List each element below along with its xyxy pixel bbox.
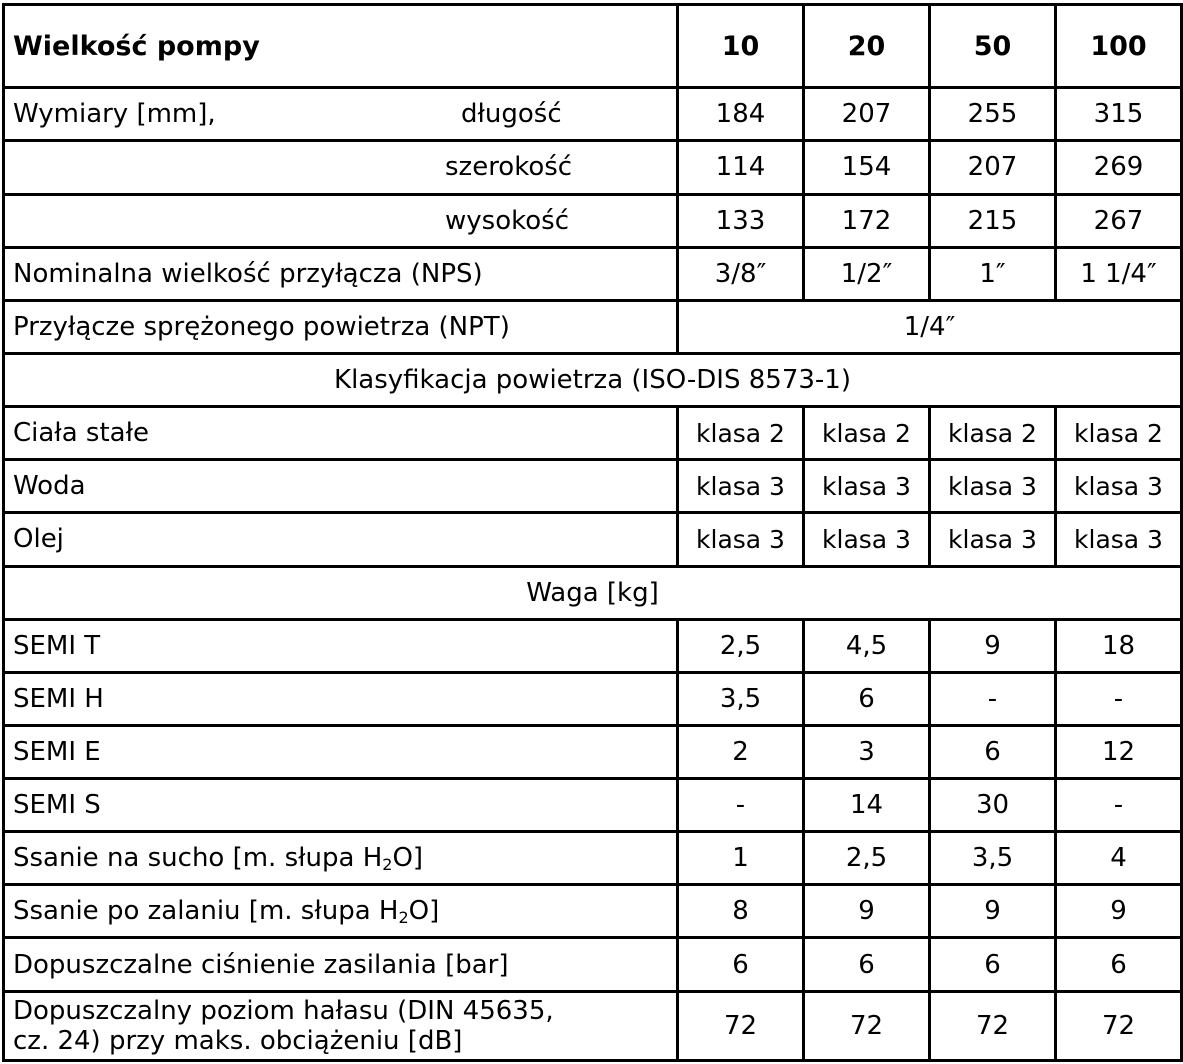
dimensions-prefix: Wymiary [mm],: [13, 99, 216, 130]
table-cell: klasa 3: [1056, 460, 1182, 513]
dimension-label: długość: [461, 99, 562, 130]
header-row: [4, 5, 1182, 88]
table-cell: 2,5: [678, 619, 804, 672]
header-size: 100: [1056, 5, 1182, 88]
table-cell: klasa 3: [1056, 513, 1182, 566]
table-cell: 18: [1056, 619, 1182, 672]
air-class-section-row: [4, 353, 1182, 406]
dimension-row-length: [4, 88, 1182, 141]
table-cell: -: [1056, 779, 1182, 832]
table-cell: 114: [678, 141, 804, 194]
connection-label: Nominalna wielkość przyłącza (NPS): [4, 247, 678, 300]
air-class-label: Ciała stałe: [4, 407, 678, 460]
weight-label: SEMI T: [4, 619, 678, 672]
suction-wet-row: [4, 885, 1182, 938]
table-cell: 9: [930, 619, 1056, 672]
weight-row: [4, 672, 1182, 725]
table-cell: 30: [930, 779, 1056, 832]
table-cell: 267: [1056, 194, 1182, 247]
air-connection-value: 1/4″: [678, 300, 1182, 353]
table-cell: 3,5: [930, 832, 1056, 885]
table-cell: 6: [930, 938, 1056, 991]
pump-spec-table: [2, 3, 1183, 1062]
header-size: 10: [678, 5, 804, 88]
table-cell: 4: [1056, 832, 1182, 885]
table-cell: 255: [930, 88, 1056, 141]
table-cell: 72: [804, 991, 930, 1060]
table-cell: 6: [804, 938, 930, 991]
dimension-label-cell: [4, 194, 678, 247]
table-cell: 269: [1056, 141, 1182, 194]
air-class-label: Olej: [4, 513, 678, 566]
table-cell: 133: [678, 194, 804, 247]
weight-label: SEMI E: [4, 725, 678, 778]
connection-row: [4, 247, 1182, 300]
table-cell: klasa 2: [1056, 407, 1182, 460]
weight-title: Waga [kg]: [4, 566, 1182, 619]
weight-row: [4, 725, 1182, 778]
table-cell: 315: [1056, 88, 1182, 141]
header-size: 20: [804, 5, 930, 88]
table-cell: 6: [678, 938, 804, 991]
table-cell: 3,5: [678, 672, 804, 725]
table-cell: klasa 3: [930, 513, 1056, 566]
table-cell: 1″: [930, 247, 1056, 300]
table-cell: klasa 2: [678, 407, 804, 460]
table-cell: 72: [1056, 991, 1182, 1060]
suction-wet-label: Ssanie po zalaniu [m. słupa $H_2O$]: [4, 885, 678, 938]
dimension-row-width: [4, 141, 1182, 194]
table-cell: 154: [804, 141, 930, 194]
table-cell: 6: [804, 672, 930, 725]
table-cell: -: [1056, 672, 1182, 725]
table-cell: 9: [804, 885, 930, 938]
table-cell: 4,5: [804, 619, 930, 672]
table-cell: 3: [804, 725, 930, 778]
table-cell: 12: [1056, 725, 1182, 778]
table-cell: klasa 3: [678, 513, 804, 566]
weight-row: [4, 619, 1182, 672]
table-cell: 3/8″: [678, 247, 804, 300]
table-cell: 8: [678, 885, 804, 938]
air-class-row: [4, 407, 1182, 460]
table-cell: 9: [1056, 885, 1182, 938]
header-label: Wielkość pompy: [4, 5, 678, 88]
dimension-label: wysokość: [445, 205, 569, 236]
table-cell: 184: [678, 88, 804, 141]
air-class-label: Woda: [4, 460, 678, 513]
suction-dry-row: [4, 832, 1182, 885]
dimension-row-height: [4, 194, 1182, 247]
table-cell: 1/2″: [804, 247, 930, 300]
air-class-row: [4, 460, 1182, 513]
dimension-label: szerokość: [445, 152, 573, 183]
table-cell: 72: [930, 991, 1056, 1060]
table-cell: 14: [804, 779, 930, 832]
table-cell: 9: [930, 885, 1056, 938]
dimension-label-cell: [4, 88, 678, 141]
weight-label: SEMI H: [4, 672, 678, 725]
weight-section-row: [4, 566, 1182, 619]
table-cell: 172: [804, 194, 930, 247]
table-cell: 2: [678, 725, 804, 778]
table-cell: klasa 3: [678, 460, 804, 513]
weight-row: [4, 779, 1182, 832]
table-cell: -: [930, 672, 1056, 725]
air-connection-row: [4, 300, 1182, 353]
table-cell: 1 1/4″: [1056, 247, 1182, 300]
dimension-label-cell: [4, 141, 678, 194]
table-cell: 207: [930, 141, 1056, 194]
suction-dry-label: Ssanie na sucho [m. słupa $H_2O$]: [4, 832, 678, 885]
table-cell: 215: [930, 194, 1056, 247]
air-connection-label: Przyłącze sprężonego powietrza (NPT): [4, 300, 678, 353]
weight-label: SEMI S: [4, 779, 678, 832]
table-cell: klasa 3: [804, 460, 930, 513]
table-cell: -: [678, 779, 804, 832]
table-cell: 72: [678, 991, 804, 1060]
table-cell: klasa 3: [930, 460, 1056, 513]
noise-label: Dopuszczalny poziom hałasu (DIN 45635, cz. 24) przy maks. obciążeniu [dB]: [4, 991, 678, 1060]
air-class-row: [4, 513, 1182, 566]
air-class-title: Klasyfikacja powietrza (ISO-DIS 8573-1): [4, 353, 1182, 406]
header-size: 50: [930, 5, 1056, 88]
table-cell: klasa 2: [804, 407, 930, 460]
table-cell: 6: [930, 725, 1056, 778]
table-cell: klasa 3: [804, 513, 930, 566]
pressure-row: [4, 938, 1182, 991]
table-cell: 1: [678, 832, 804, 885]
table-cell: 2,5: [804, 832, 930, 885]
noise-row: [4, 991, 1182, 1060]
table-cell: klasa 2: [930, 407, 1056, 460]
table-cell: 6: [1056, 938, 1182, 991]
pressure-label: Dopuszczalne ciśnienie zasilania [bar]: [4, 938, 678, 991]
table-cell: 207: [804, 88, 930, 141]
